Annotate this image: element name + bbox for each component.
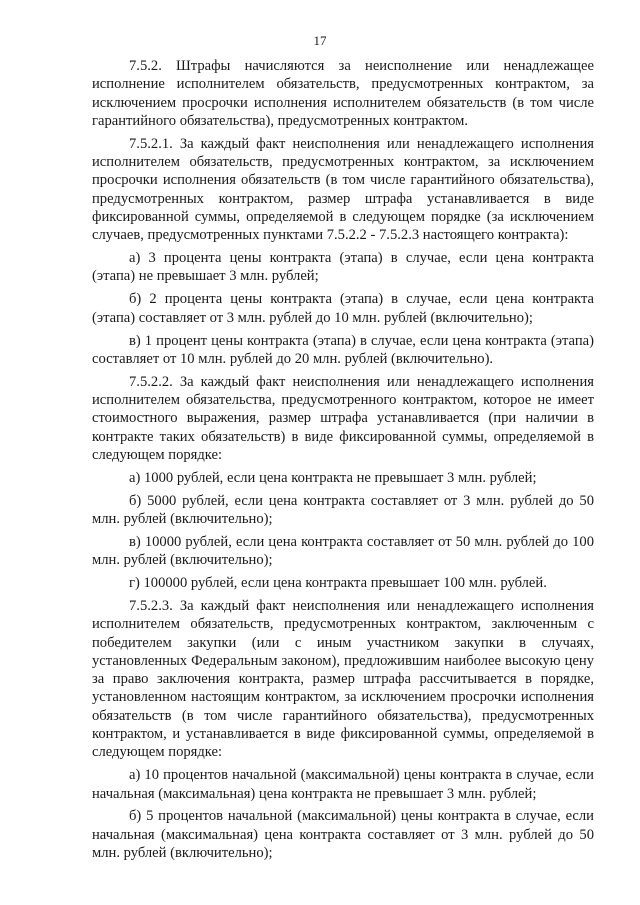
list-item-v: в) 1 процент цены контракта (этапа) в случае, если цена контракта (этапа) составляет от 10 млн. рублей до 20 млн. рублей (включительно).	[92, 332, 594, 367]
clause-7-5-2-2: 7.5.2.2. За каждый факт неисполнения или ненадлежащего исполнения исполнителем обязательства, предусмотренного контрактом, которое не имеет стоимостного выражения, размер штрафа устанавливается (при наличии в контракте таких обязательств) в виде фиксированной суммы, определяемой в следующем порядке:	[92, 373, 594, 463]
list-item-a: а) 10 процентов начальной (максимальной) цены контракта в случае, если начальная (максимальная) цена контракта не превышает 3 млн. рублей;	[92, 767, 594, 802]
list-item-a: а) 1000 рублей, если цена контракта не превышает 3 млн. рублей;	[129, 469, 537, 486]
list-item-a: а) 3 процента цены контракта (этапа) в случае, если цена контракта (этапа) не превышает 3 млн. рублей;	[92, 250, 594, 285]
list-item-v: в) 10000 рублей, если цена контракта составляет от 50 млн. рублей до 100 млн. рублей (включительно);	[92, 533, 594, 569]
clause-7-5-2: 7.5.2. Штрафы начисляются за неисполнение или ненадлежащее исполнение исполнителем обязательств, предусмотренных контрактом, за исключением просрочки исполнения исполнителем обязательств (в том числе гарантийного обязательства), предусмотренных контрактом.	[92, 58, 594, 129]
list-item-b: б) 5000 рублей, если цена контракта составляет от 3 млн. рублей до 50 млн. рублей (включительно);	[92, 492, 594, 527]
page-number: 17	[313, 33, 327, 48]
list-item-g: г) 100000 рублей, если цена контракта превышает 100 млн. рублей.	[129, 575, 547, 592]
list-item-b: б) 5 процентов начальной (максимальной) цены контракта в случае, если начальная (максимальная) цена контракта составляет от 3 млн. рублей до 50 млн. рублей (включительно);	[92, 808, 594, 861]
list-item-b: б) 2 процента цены контракта (этапа) в случае, если цена контракта (этапа) составляет от 3 млн. рублей до 10 млн. рублей (включительно);	[92, 291, 594, 326]
clause-7-5-2-3: 7.5.2.3. За каждый факт неисполнения или ненадлежащего исполнения исполнителем обязательств, предусмотренных контрактом, заключенным с победителем закупки (или с иным участником закупки в случаях, установленных Федеральным законом), предложившим наиболее высокую цену за право заключения контракта, размер штрафа рассчитывается в порядке, установленном настоящим контрактом, за исключением просрочки исполнения обязательств (в том числе гарантийного обязательства), предусмотренных контрактом, и устанавливается в виде фиксированной суммы, определяемой в следующем порядке:	[92, 597, 594, 761]
clause-7-5-2-1: 7.5.2.1. За каждый факт неисполнения или ненадлежащего исполнения исполнителем обязательств, предусмотренных контрактом, за исключением просрочки исполнения обязательств (в том числе гарантийного обязательства), предусмотренных контрактом, размер штрафа устанавливается в виде фиксированной суммы, определяемой в следующем порядке (за исключением случаев, предусмотренных пунктами 7.5.2.2 - 7.5.2.3 настоящего контракта):	[92, 135, 594, 244]
document-body	[92, 57, 594, 867]
